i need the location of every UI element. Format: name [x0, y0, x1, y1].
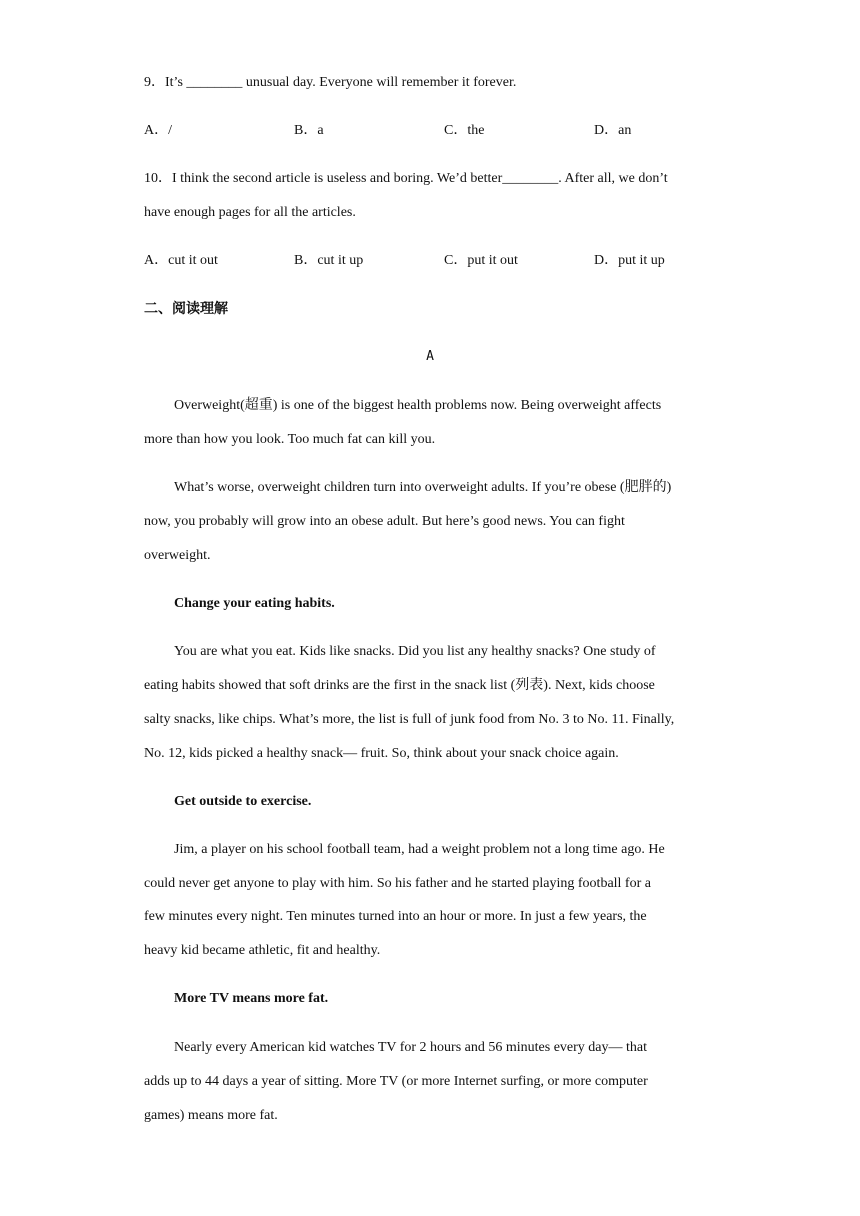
paragraph-5-line-3: games) means more fat. — [144, 1108, 278, 1123]
paragraph-2-line-2: now, you probably will grow into an obese adult. But here’s good news. You can fight — [144, 514, 625, 529]
section-title: 二、阅读理解 — [144, 301, 228, 317]
question-10-option-b: B．cut it up — [294, 253, 364, 268]
question-9-option-d: D．an — [594, 123, 632, 138]
passage-label: A — [426, 349, 434, 364]
paragraph-3-line-3: salty snacks, like chips. What’s more, the list is full of junk food from No. 3 to No. 11. Finally, — [144, 712, 675, 727]
paragraph-4-line-4: heavy kid became athletic, fit and healthy. — [144, 943, 381, 958]
paragraph-4-line-1: Jim, a player on his school football team, had a weight problem not a long time ago. He — [174, 842, 665, 857]
question-10-stem-line-2: have enough pages for all the articles. — [144, 205, 356, 220]
paragraph-4-line-3: few minutes every night. Ten minutes turned into an hour or more. In just a few years, the — [144, 909, 647, 924]
question-9-option-b: B．a — [294, 123, 324, 138]
paragraph-3-line-4: No. 12, kids picked a healthy snack— fruit. So, think about your snack choice again. — [144, 746, 619, 761]
question-10-option-d: D．put it up — [594, 253, 665, 268]
subheading-exercise: Get outside to exercise. — [174, 794, 312, 809]
question-10-option-a: A．cut it out — [144, 253, 218, 268]
paragraph-1-line-2: more than how you look. Too much fat can kill you. — [144, 432, 436, 447]
question-10-stem-line-1: 10．I think the second article is useless and boring. We’d better________. After all, we don’t — [144, 171, 668, 186]
subheading-tv: More TV means more fat. — [174, 991, 329, 1006]
paragraph-1-line-1: Overweight(超重) is one of the biggest health problems now. Being overweight affects — [174, 398, 662, 413]
paragraph-2-line-1: What’s worse, overweight children turn into overweight adults. If you’re obese (肥胖的) — [174, 480, 672, 495]
question-9-stem: 9．It’s ________ unusual day. Everyone will remember it forever. — [144, 75, 517, 90]
paragraph-3-line-1: You are what you eat. Kids like snacks. Did you list any healthy snacks? One study of — [174, 644, 656, 659]
question-9-option-c: C．the — [444, 123, 485, 138]
paragraph-3-line-2: eating habits showed that soft drinks are the first in the snack list (列表). Next, kids choose — [144, 678, 655, 693]
paragraph-2-line-3: overweight. — [144, 548, 211, 563]
subheading-eating-habits: Change your eating habits. — [174, 596, 335, 611]
question-10-option-c: C．put it out — [444, 253, 518, 268]
paragraph-4-line-2: could never get anyone to play with him. So his father and he started playing football for a — [144, 876, 651, 891]
paragraph-5-line-2: adds up to 44 days a year of sitting. More TV (or more Internet surfing, or more computer — [144, 1074, 648, 1089]
paragraph-5-line-1: Nearly every American kid watches TV for 2 hours and 56 minutes every day— that — [174, 1040, 648, 1055]
question-9-option-a: A．/ — [144, 123, 172, 138]
